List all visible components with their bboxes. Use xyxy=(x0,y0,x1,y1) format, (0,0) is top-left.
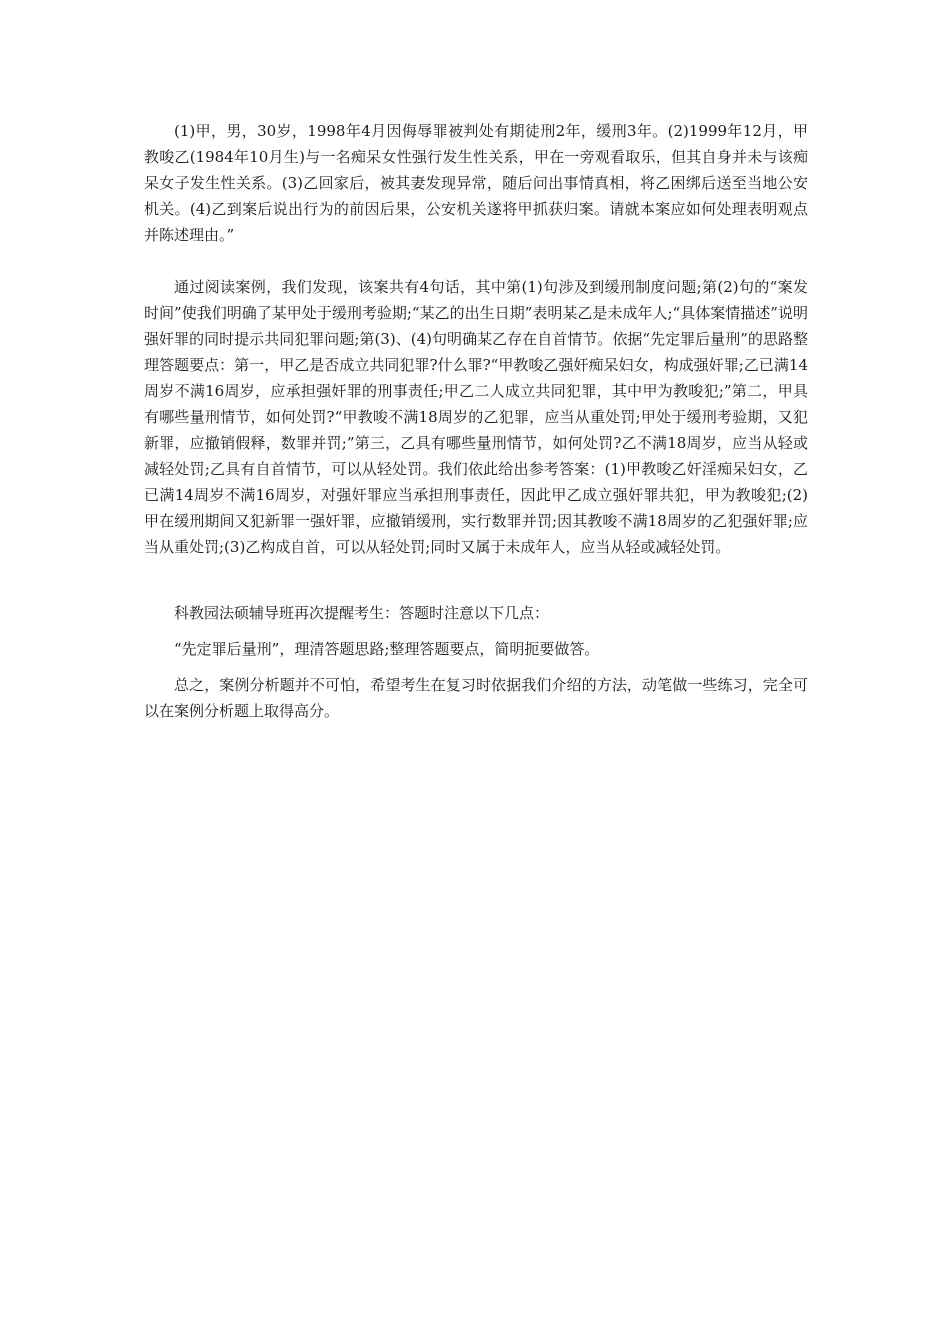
paragraph-spacer xyxy=(144,662,808,672)
conclusion-paragraph: 总之，案例分析题并不可怕，希望考生在复习时依据我们介绍的方法，动笔做一些练习，完全可以在案例分析题上取得高分。 xyxy=(144,676,808,720)
paragraph-spacer xyxy=(144,248,808,274)
paragraph-spacer xyxy=(144,560,808,600)
document-page xyxy=(144,118,808,724)
case-analysis-paragraph: 通过阅读案例，我们发现，该案共有4句话，其中第(1)句涉及到缓刑制度问题;第(2)句的“案发时间”使我们明确了某甲处于缓刑考验期;“某乙的出生日期”表明某乙是未成年人;“具体案情描述”说明强奸罪的同时提示共同犯罪问题;第(3)、(4)句明确某乙存在自首情节。依据“先定罪后量刑”的思路整理答题要点：第一，甲乙是否成立共同犯罪?什么罪?“甲教唆乙强奸痴呆妇女，构成强奸罪;乙已满14周岁不满16周岁，应承担强奸罪的刑事责任;甲乙二人成立共同犯罪，其中甲为教唆犯;”第二，甲具有哪些量刑情节，如何处罚?“甲教唆不满18周岁的乙犯罪，应当从重处罚;甲处于缓刑考验期，又犯新罪，应撤销假释，数罪并罚;”第三，乙具有哪些量刑情节，如何处罚?乙不满18周岁，应当从轻或减轻处罚;乙具有自首情节，可以从轻处罚。我们依此给出参考答案：(1)甲教唆乙奸淫痴呆妇女，乙已满14周岁不满16周岁，对强奸罪应当承担刑事责任，因此甲乙成立强奸罪共犯，甲为教唆犯;(2)甲在缓刑期间又犯新罪一强奸罪，应撤销缓刑，实行数罪并罚;因其教唆不满18周岁的乙犯强奸罪;应当从重处罚;(3)乙构成自首，可以从轻处罚;同时又属于未成年人，应当从轻或减轻处罚。 xyxy=(144,278,808,556)
paragraph-spacer xyxy=(144,626,808,636)
reminder-paragraph: 科教园法硕辅导班再次提醒考生：答题时注意以下几点： xyxy=(174,604,550,622)
case-description-paragraph: (1)甲，男，30岁，1998年4月因侮辱罪被判处有期徒刑2年，缓刑3年。(2)1999年12月，甲教唆乙(1984年10月生)与一名痴呆女性强行发生性关系，甲在一旁观看取乐，但其自身并未与该痴呆女子发生性关系。(3)乙回家后，被其妻发现异常，随后问出事情真相，将乙困绑后送至当地公安机关。(4)乙到案后说出行为的前因后果，公安机关遂将甲抓获归案。请就本案应如何处理表明观点并陈述理由。” xyxy=(144,122,808,244)
tip-paragraph: “先定罪后量刑”，理清答题思路;整理答题要点，简明扼要做答。 xyxy=(174,640,600,658)
